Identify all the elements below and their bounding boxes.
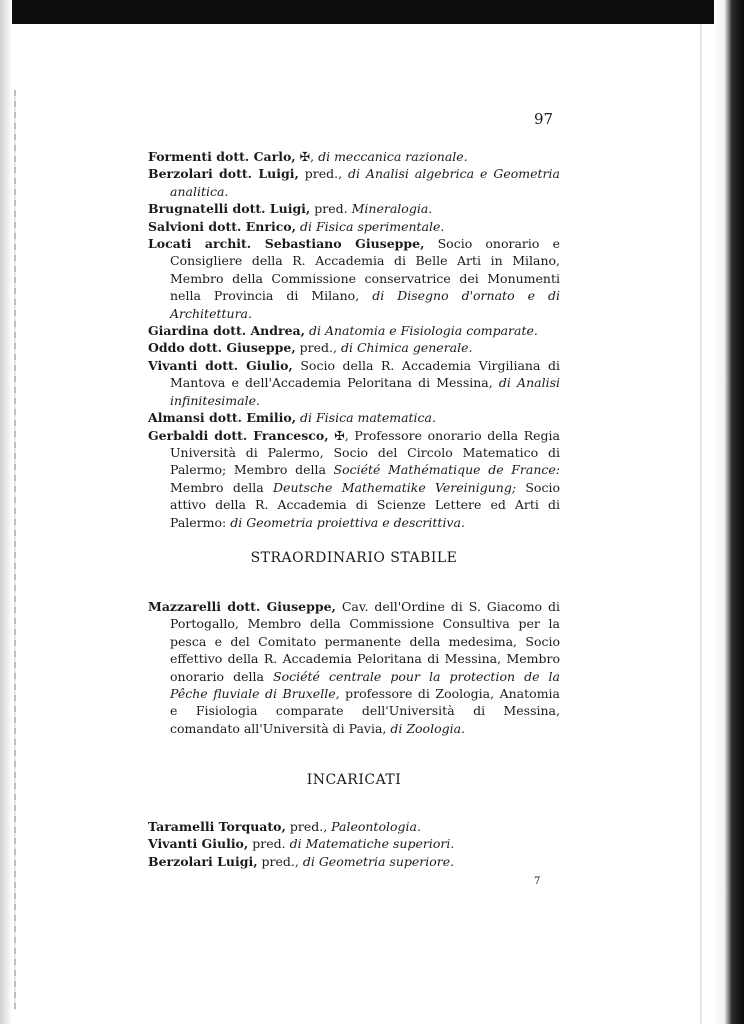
entry-subject: di Chimica generale. [340,340,473,356]
entry-name: Oddo dott. Giuseppe, [148,340,296,356]
entry-name: Mazzarelli dott. Giuseppe, [148,599,336,614]
entry-name: Almansi dott. Emilio, [148,410,297,426]
binding-edge [14,90,16,1010]
entry-subject: di Geometria superiore. [302,853,455,869]
entry-name: Giardina dott. Andrea, [148,323,305,339]
faculty-entry [148,409,560,426]
entry-punct: , [310,149,315,164]
entry-italic: Société Mathématique de France: [333,462,560,478]
entry-name: Vivanti dott. Giulio, [148,357,293,373]
entry-detail: pred., [304,166,343,182]
entry-detail: professore di Zoologia, Anatomia e Fisiologia comparate dell'Università di Messina, comandato all'Università di Pavia, [170,686,560,736]
page-edge-line [700,24,702,1024]
entry-subject: di Anatomia e Fisiologia comparate. [308,323,538,339]
entry-detail: pred., [261,853,299,869]
faculty-entry [148,200,560,217]
entry-subject: di meccanica razionale. [318,149,468,164]
entry-detail: Socio attivo della R. Accademia di Scienze Lettere ed Arti di Palermo: [170,479,560,530]
entry-detail: Socio della R. Accademia Virgiliana di Mantova e dell'Accademia Peloritana di Messina, [170,357,560,391]
entry-detail: , Professore onorario della Regia Università di Palermo, Socio del Circolo Matematico di Palermo; Membro della [170,427,560,478]
section-heading-incaricati: INCARICATI [306,772,402,788]
entry-name: Salvioni dott. Enrico, [148,218,296,234]
entry-subject: di Disegno d'ornato e di Architettura. [170,288,560,321]
entry-detail: Membro della [170,479,264,495]
scan-top-border [0,0,744,24]
faculty-entry [148,598,560,737]
faculty-entry [148,427,560,531]
entry-name: Formenti dott. Carlo, [148,149,296,164]
faculty-entry [148,218,560,235]
faculty-entry [148,165,560,200]
entry-italic: Société centrale pour la protection de la Pêche fluviale di Bruxelle, [170,668,560,702]
cross-icon: ✠ [334,427,345,443]
entry-detail: pred., [289,819,328,834]
entry-name: Vivanti Giulio, [148,836,249,852]
entry-name: Locati archit. Sebastiano Giuseppe, [148,236,425,252]
incaricati-list [148,818,560,870]
signature-mark: 7 [534,876,541,887]
entry-detail: pred., [299,340,337,356]
entry-subject: di Geometria proiettiva e descrittiva. [230,514,465,530]
entry-subject: di Matematiche superiori. [289,836,455,852]
entry-subject: di Analisi infinitesimale. [170,375,560,408]
scan-right-border [714,0,744,1024]
entry-subject: Mineralogia. [351,201,433,217]
entry-subject: Paleontologia. [331,819,421,834]
straordinario-list [148,598,560,737]
cross-icon: ✠ [299,149,311,164]
section-heading-straordinario: STRAORDINARIO STABILE [250,550,458,566]
entry-name: Berzolari dott. Luigi, [148,166,299,182]
entry-subject: di Fisica matematica. [300,410,436,426]
faculty-entry [148,818,560,835]
page-number: 97 [534,110,554,128]
faculty-entry [148,148,560,165]
entry-name: Berzolari Luigi, [148,853,258,869]
entry-subject: di Fisica sperimentale. [299,218,445,234]
entry-name: Gerbaldi dott. Francesco, [148,427,329,443]
scan-left-shadow [0,0,12,1024]
entry-detail: pred. [252,836,286,852]
entry-subject: di Analisi algebrica e Geometria analitica. [170,166,560,199]
faculty-list [148,148,560,531]
entry-subject: di Zoologia. [390,720,466,736]
entry-name: Brugnatelli dott. Luigi, [148,201,311,217]
entry-detail: Cav. dell'Ordine di S. Giacomo di Portogallo, Membro della Commissione Consultiva per la pesca e del Comitato permanente della medesima, Socio effettivo della R. Accademia Peloritana di Messina, Membro onorario della [170,599,560,684]
faculty-entry [148,322,560,339]
entry-italic: Deutsche Mathematike Vereinigung; [273,479,517,495]
faculty-entry [148,235,560,322]
faculty-entry [148,357,560,409]
faculty-entry [148,853,560,870]
faculty-entry [148,339,560,356]
entry-detail: Socio onorario e Consigliere della R. Accademia di Belle Arti in Milano, Membro della Commissione conservatrice dei Monumenti nella Provincia di Milano, [170,236,560,304]
entry-name: Taramelli Torquato, [148,819,286,834]
entry-detail: pred. [314,201,348,217]
faculty-entry [148,835,560,852]
